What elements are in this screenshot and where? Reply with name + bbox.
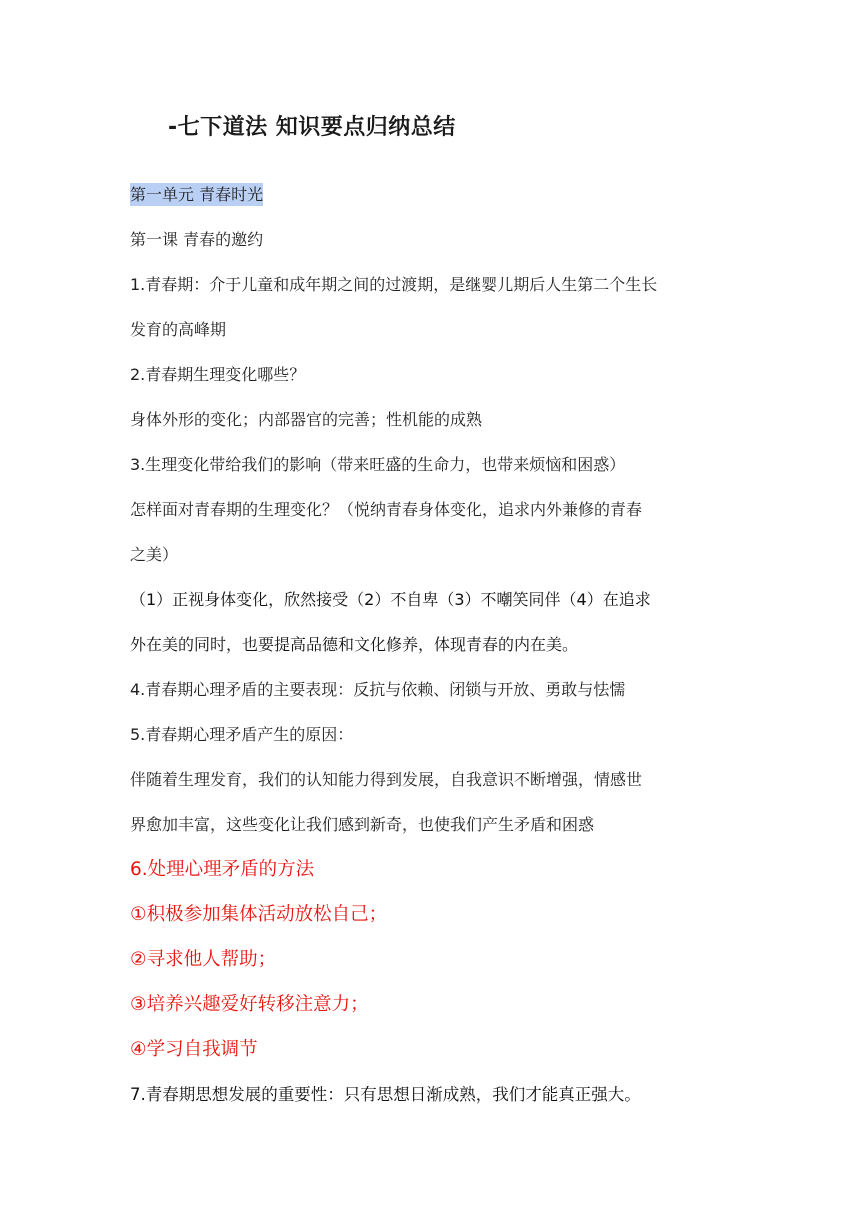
- lesson-heading: 第一课 青春的邀约: [130, 230, 264, 249]
- point-6-heading: 6.处理心理矛盾的方法: [130, 859, 315, 880]
- document-title: -七下道法 知识要点归纳总结: [168, 115, 456, 140]
- point-5: 5.青春期心理矛盾产生的原因：: [130, 725, 354, 744]
- question-line: 怎样面对青春期的生理变化？（悦纳青春身体变化，追求内外兼修的青春: [130, 500, 643, 519]
- unit-heading: [130, 172, 735, 217]
- point-2: 2.青春期生理变化哪些？: [130, 365, 306, 384]
- method-2: ②寻求他人帮助；: [130, 949, 277, 970]
- point-4: 4.青春期心理矛盾的主要表现：反抗与依赖、闭锁与开放、勇敢与怯懦: [130, 680, 626, 699]
- answer-line: （1）正视身体变化，欣然接受（2）不自卑（3）不嘲笑同伴（4）在追求: [130, 590, 651, 609]
- answer-line-continued: 外在美的同时，也要提高品德和文化修养，体现青春的内在美。: [130, 635, 579, 654]
- point-2-answer: 身体外形的变化；内部器官的完善；性机能的成熟: [130, 410, 483, 429]
- point-1: 1.青春期：介于儿童和成年期之间的过渡期，是继婴儿期后人生第二个生长: [130, 275, 658, 294]
- point-5-answer: 伴随着生理发育，我们的认知能力得到发展，自我意识不断增强，情感世: [130, 770, 643, 789]
- highlighted-unit-title: 第一单元 青春时光: [130, 185, 264, 204]
- document-body: [130, 172, 735, 1117]
- method-1: ①积极参加集体活动放松自己；: [130, 904, 388, 925]
- method-4: ④学习自我调节: [130, 1039, 258, 1060]
- point-1-continued: 发育的高峰期: [130, 320, 227, 339]
- point-3: 3.生理变化带给我们的影响（带来旺盛的生命力，也带来烦恼和困惑）: [130, 455, 626, 474]
- point-7: 7.青春期思想发展的重要性：只有思想日渐成熟，我们才能真正强大。: [130, 1085, 641, 1104]
- method-3: ③培养兴趣爱好转移注意力；: [130, 994, 369, 1015]
- question-line-continued: 之美）: [130, 545, 179, 564]
- point-5-answer-continued: 界愈加丰富，这些变化让我们感到新奇，也使我们产生矛盾和困惑: [130, 815, 595, 834]
